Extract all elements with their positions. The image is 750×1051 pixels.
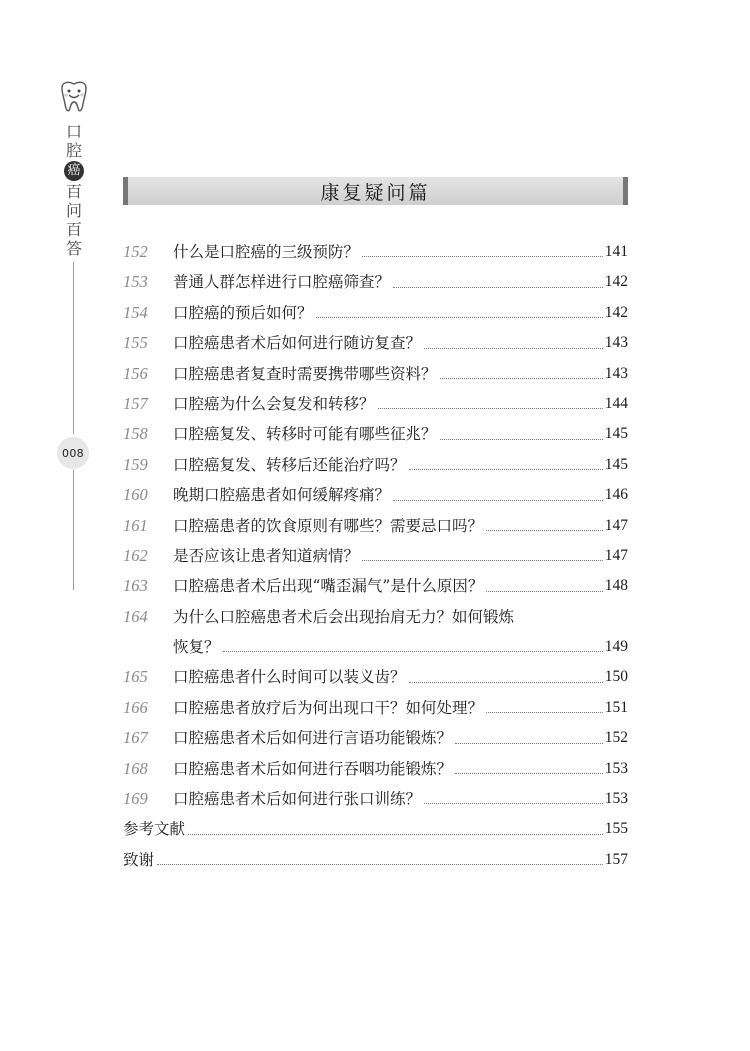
toc-entry-title: 是否应该让患者知道病情？ <box>173 546 360 565</box>
dot-leader <box>486 529 603 531</box>
toc-entry-title: 口腔癌患者复查时需要携带哪些资料？ <box>173 364 437 383</box>
dot-leader <box>393 286 603 288</box>
toc-entry-title: 什么是口腔癌的三级预防？ <box>173 242 360 261</box>
toc-entry-page: 144 <box>604 394 628 412</box>
toc-entry[interactable] <box>123 723 628 753</box>
dot-leader <box>188 833 603 835</box>
toc-entry-row <box>123 845 628 875</box>
toc-entry[interactable] <box>123 480 628 510</box>
toc-entry-number: 159 <box>123 454 148 474</box>
toc-entry-row <box>123 602 628 632</box>
toc-entry-number: 167 <box>123 728 148 748</box>
toc-entry-number: 154 <box>123 302 148 322</box>
toc-entry-page: 153 <box>604 759 628 777</box>
toc-entry-number: 163 <box>123 576 148 596</box>
toc-entry-title: 口腔癌患者放疗后为何出现口干？如何处理？ <box>173 698 484 717</box>
dot-leader <box>223 650 603 652</box>
toc-entry-row <box>123 814 628 844</box>
toc-entry-title: 口腔癌患者术后如何进行张口训练？ <box>173 790 422 809</box>
toc-entry[interactable] <box>123 237 628 267</box>
toc-entry-number: 156 <box>123 363 148 383</box>
toc-entry-row <box>123 359 628 389</box>
toc-entry-number: 161 <box>123 515 148 535</box>
toc-entry[interactable] <box>123 571 628 601</box>
toc-entry-row <box>123 693 628 723</box>
toc-entry-row <box>123 541 628 571</box>
toc-entry-number: 157 <box>123 393 148 413</box>
dot-leader <box>409 468 603 470</box>
toc-entry-page: 143 <box>604 334 628 352</box>
toc-entry-title: 口腔癌患者术后如何进行随访复查？ <box>173 334 422 353</box>
toc-entry[interactable] <box>123 267 628 297</box>
toc-entry-page: 142 <box>604 303 628 321</box>
toc-entry-page: 143 <box>604 364 628 382</box>
toc-entry-page: 142 <box>604 273 628 291</box>
toc-entry-row <box>123 298 628 328</box>
toc-entry-row <box>123 389 628 419</box>
toc-entry-title: 口腔癌复发、转移后还能治疗吗？ <box>173 455 406 474</box>
toc-entry[interactable] <box>123 754 628 784</box>
toc-entry-title: 致谢 <box>123 850 155 869</box>
side-divider-line <box>73 262 74 434</box>
toc-entry-title: 口腔癌患者术后如何进行吞咽功能锻炼？ <box>173 759 453 778</box>
book-title-char: 百 <box>65 220 82 239</box>
toc-entry-title: 口腔癌患者的饮食原则有哪些？需要忌口吗？ <box>173 516 484 535</box>
toc-entry-row <box>123 419 628 449</box>
toc-entry[interactable] <box>123 359 628 389</box>
dot-leader <box>409 681 603 683</box>
book-title-char: 口 <box>65 122 82 141</box>
toc-entry-row <box>123 571 628 601</box>
toc-entry-number: 165 <box>123 667 148 687</box>
toc-entry-references[interactable] <box>123 814 628 844</box>
toc-entry[interactable] <box>123 419 628 449</box>
toc-entry-row <box>123 237 628 267</box>
toc-entry[interactable] <box>123 784 628 814</box>
book-title-char: 百 <box>65 182 82 201</box>
toc-entry-title: 口腔癌为什么会复发和转移？ <box>173 394 375 413</box>
book-title-char-highlight: 癌 <box>64 161 84 181</box>
toc-entry-page: 147 <box>604 546 628 564</box>
toc-entry-row <box>123 328 628 358</box>
toc-entry-number: 169 <box>123 789 148 809</box>
table-of-contents <box>123 237 628 875</box>
side-divider-line <box>73 470 74 590</box>
book-title-char: 答 <box>65 239 82 258</box>
dot-leader <box>440 438 603 440</box>
toc-entry-page: 155 <box>604 820 628 838</box>
toc-entry-title: 口腔癌的预后如何？ <box>173 303 313 322</box>
toc-entry-title: 参考文献 <box>123 820 186 839</box>
toc-entry-page: 147 <box>604 516 628 534</box>
toc-entry-title: 口腔癌患者什么时间可以装义齿？ <box>173 668 406 687</box>
dot-leader <box>393 499 603 501</box>
toc-entry-row <box>123 450 628 480</box>
toc-entry-page: 153 <box>604 790 628 808</box>
toc-entry[interactable] <box>123 511 628 541</box>
toc-entry-number: 160 <box>123 485 148 505</box>
toc-entry-page: 149 <box>604 638 628 656</box>
dot-leader <box>157 863 603 865</box>
toc-entry-row <box>123 511 628 541</box>
section-header <box>123 177 628 205</box>
toc-entry[interactable] <box>123 541 628 571</box>
toc-entry[interactable] <box>123 662 628 692</box>
toc-entry[interactable] <box>123 693 628 723</box>
dot-leader <box>455 742 603 744</box>
toc-entry-number: 158 <box>123 424 148 444</box>
toc-entry-page: 150 <box>604 668 628 686</box>
page-number-badge: 008 <box>57 437 89 469</box>
toc-entry-acknowledgements[interactable] <box>123 845 628 875</box>
toc-entry-title-continued: 恢复？ <box>173 638 220 657</box>
dot-leader <box>440 377 603 379</box>
toc-entry-page: 145 <box>604 425 628 443</box>
dot-leader <box>486 590 602 592</box>
toc-entry-page: 146 <box>604 486 628 504</box>
book-title-char: 腔 <box>65 141 82 160</box>
toc-entry-number: 168 <box>123 758 148 778</box>
sidebar-decoration <box>52 78 96 258</box>
dot-leader <box>362 255 603 257</box>
book-title-char: 问 <box>65 201 82 220</box>
toc-entry[interactable] <box>123 450 628 480</box>
toc-entry-title: 口腔癌患者术后出现“嘴歪漏气”是什么原因？ <box>173 577 484 596</box>
toc-entry-row <box>123 723 628 753</box>
dot-leader <box>455 772 603 774</box>
toc-entry-title: 口腔癌复发、转移时可能有哪些征兆？ <box>173 425 437 444</box>
tooth-mascot-icon <box>54 78 94 118</box>
toc-entry[interactable] <box>123 298 628 328</box>
section-title: 康复疑问篇 <box>320 181 431 204</box>
dot-leader <box>486 711 603 713</box>
toc-entry-page: 145 <box>604 455 628 473</box>
toc-entry-row <box>123 632 628 662</box>
toc-entry-number: 153 <box>123 272 148 292</box>
toc-entry-page: 152 <box>604 729 628 747</box>
dot-leader <box>424 347 603 349</box>
dot-leader <box>378 407 603 409</box>
toc-entry-page: 151 <box>604 698 628 716</box>
toc-entry-title: 晚期口腔癌患者如何缓解疼痛？ <box>173 486 391 505</box>
toc-entry-title: 口腔癌患者术后如何进行言语功能锻炼？ <box>173 729 453 748</box>
toc-entry-row <box>123 480 628 510</box>
toc-entry-row <box>123 784 628 814</box>
dot-leader <box>316 316 603 318</box>
toc-entry-number: 152 <box>123 241 148 261</box>
toc-entry-page: 148 <box>604 577 628 595</box>
toc-entry-row <box>123 662 628 692</box>
toc-entry-number: 166 <box>123 697 148 717</box>
toc-entry-row <box>123 267 628 297</box>
toc-entry-page: 157 <box>604 850 628 868</box>
toc-entry-page: 141 <box>604 242 628 260</box>
toc-entry-number: 155 <box>123 333 148 353</box>
dot-leader <box>362 559 603 561</box>
toc-entry[interactable] <box>123 389 628 419</box>
toc-entry[interactable] <box>123 328 628 358</box>
book-title-vertical <box>64 122 84 258</box>
toc-entry[interactable] <box>123 602 628 663</box>
toc-entry-number: 162 <box>123 545 148 565</box>
toc-entry-number: 164 <box>123 606 148 626</box>
toc-entry-title: 普通人群怎样进行口腔癌筛查？ <box>173 273 391 292</box>
toc-entry-title: 为什么口腔癌患者术后会出现抬肩无力？如何锻炼 <box>173 607 515 626</box>
dot-leader <box>424 802 603 804</box>
toc-entry-row <box>123 754 628 784</box>
